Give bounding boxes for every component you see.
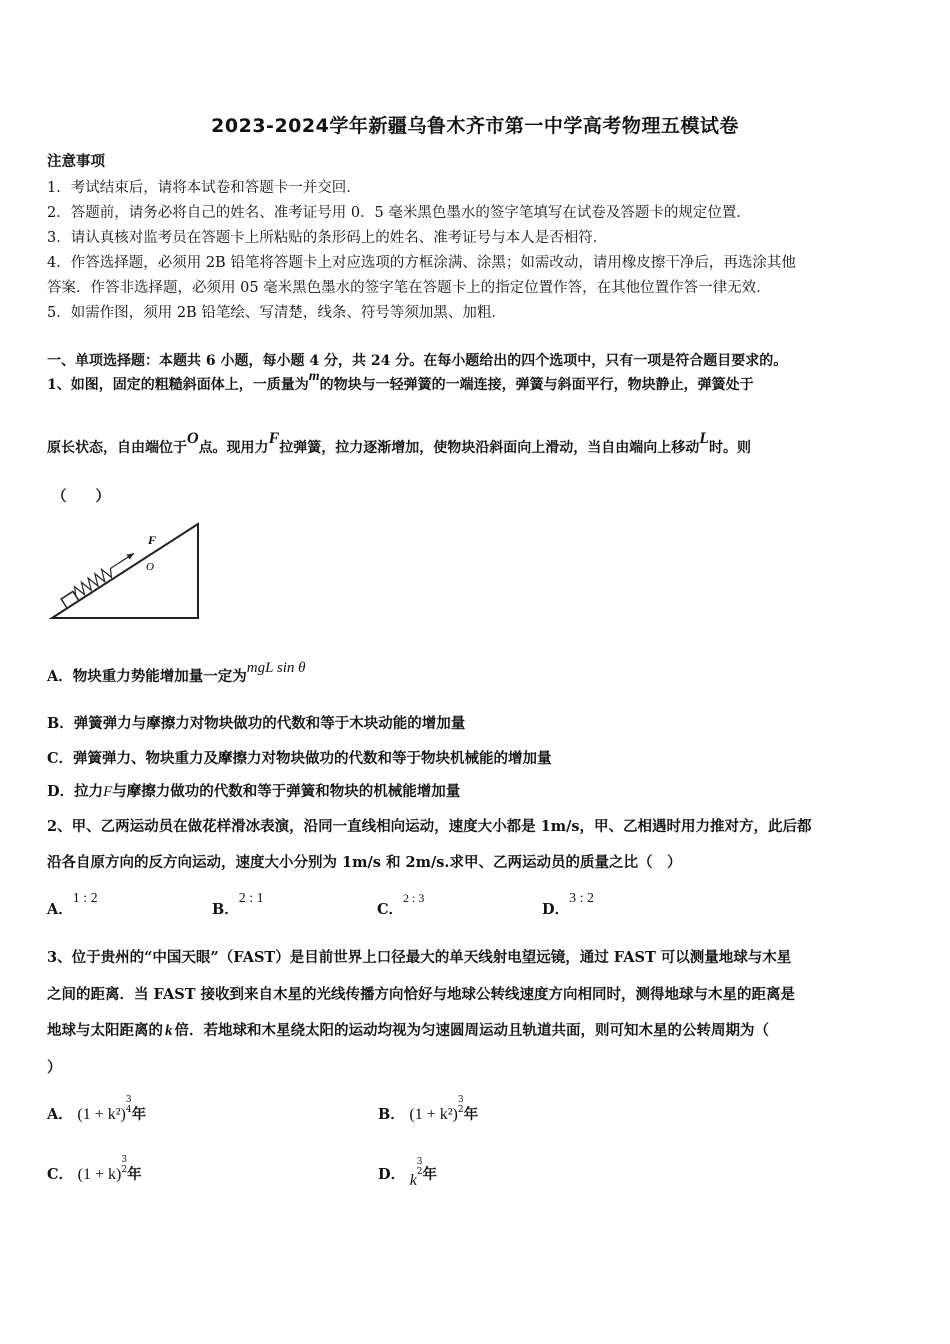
- notice-heading: 注意事项: [47, 153, 105, 170]
- q1-text: 时。则: [709, 440, 752, 456]
- q3-text: 地球与太阳距离的: [47, 1022, 163, 1039]
- option-text: 物块重力势能增加量一定为: [72, 668, 247, 685]
- q1-text: 的物块与一轻弹簧的一端连接，弹簧与斜面平行，物块静止，弹簧处于: [319, 377, 754, 393]
- block-and-spring: [60, 550, 140, 608]
- q1-text: 1、如图，固定的粗糙斜面体上，一质量为: [47, 377, 309, 393]
- option-unit: 年: [131, 1106, 147, 1123]
- option-unit: 年: [422, 1166, 438, 1183]
- option-label: B．: [378, 1106, 405, 1123]
- option-base: (1 + k): [77, 1166, 122, 1183]
- q1-text: 点。现用力: [198, 440, 269, 456]
- q3-line-1: 3、位于贵州的“中国天眼”（FAST）是目前世界上口径最大的单天线射电望远镜，通过 FAST 可以测量地球与木星: [47, 949, 792, 966]
- option-unit: 年: [463, 1106, 479, 1123]
- q2-option-d: [542, 891, 594, 921]
- option-base: k: [409, 1172, 417, 1189]
- notice-item: 1．考试结束后，请将本试卷和答题卡一并交回．: [47, 180, 361, 196]
- option-label: C．: [47, 1166, 74, 1183]
- section-heading: 一、单项选择题：本题共 6 小题，每小题 4 分，共 24 分。在每小题给出的四个选项中，只有一项是符合题目要求的。: [47, 353, 788, 369]
- option-ratio: 2 : 1: [238, 891, 264, 906]
- option-label: A．: [47, 1106, 73, 1123]
- option-math: mgL sin θ: [246, 660, 306, 676]
- q3-option-a: [47, 1095, 147, 1125]
- q3-option-c: [47, 1155, 142, 1185]
- incline-figure: [48, 518, 208, 624]
- page-title: 2023-2024学年新疆乌鲁木齐市第一中学高考物理五模试卷: [211, 115, 739, 137]
- q3-line-3: [47, 1021, 769, 1041]
- option-label: A．: [47, 901, 73, 918]
- notice-item: 3．请认真核对监考员在答题卡上所粘贴的条形码上的姓名、准考证号与本人是否相符．: [47, 230, 608, 246]
- option-ratio: 2 : 3: [403, 891, 425, 905]
- option-exponent: 3 2: [121, 1155, 128, 1175]
- force-arrow-head: [126, 551, 135, 560]
- q3-line-2: 之间的距离．当 FAST 接收到来自木星的光线传播方向恰好与地球公转线速度方向相同时，测得地球与木星的距离是: [47, 986, 796, 1003]
- option-exponent: 3 2: [457, 1095, 464, 1115]
- option-label: A．: [47, 668, 73, 685]
- option-label: C．: [377, 901, 404, 918]
- notice-item: 5．如需作图，须用 2B 铅笔绘、写清楚，线条、符号等须加黑、加粗．: [47, 305, 506, 321]
- q2-line-2: 沿各自原方向的反方向运动，速度大小分别为 1m/s 和 2m/s.求甲、乙两运动员的质量之比（ ）: [47, 854, 682, 871]
- block: [61, 591, 79, 608]
- q3-k-symbol: k: [165, 1023, 173, 1039]
- q1-force-symbol: F: [268, 430, 280, 447]
- option-unit: 年: [127, 1166, 142, 1183]
- q2-option-c: [377, 891, 425, 920]
- option-text: D．拉力: [47, 783, 104, 800]
- notice-item: 4．作答选择题，必须用 2B 铅笔将答题卡上对应选项的方框涂满、涂黑；如需改动，请用橡皮擦干净后，再选涂其他: [47, 255, 796, 271]
- q2-option-a: [47, 891, 98, 921]
- figure-label-O: O: [146, 561, 154, 573]
- option-exponent: 3 4: [125, 1095, 132, 1115]
- figure-label-F: F: [148, 533, 157, 547]
- q3-option-b: [378, 1095, 479, 1125]
- option-label: D．: [542, 901, 570, 918]
- q1-answer-paren: （ ）: [52, 488, 110, 505]
- notice-item: 答案．作答非选择题，必须用 05 毫米黑色墨水的签字笔在答题卡上的指定位置作答，在其他位置作答一律无效．: [47, 280, 771, 296]
- q1-point-symbol: O: [187, 430, 199, 447]
- q1-line-1: [47, 369, 754, 396]
- q1-line-2: [47, 430, 752, 458]
- spring: [71, 561, 121, 599]
- q1-text: 拉弹簧，拉力逐渐增加，使物块沿斜面向上滑动，当自由端向上移动: [279, 440, 700, 456]
- option-base: (1 + k²): [409, 1106, 458, 1123]
- q1-option-d: [47, 782, 460, 802]
- option-force-symbol: F: [103, 784, 113, 800]
- option-ratio: 3 : 2: [569, 891, 594, 906]
- q2-option-b: [212, 891, 264, 921]
- q1-mass-symbol: m: [308, 369, 320, 384]
- q1-text: 原长状态，自由端位于: [47, 440, 187, 456]
- q3-text: 倍．若地球和木星绕太阳的运动均视为匀速圆周运动且轨道共面，则可知木星的公转周期为（: [174, 1022, 769, 1039]
- q1-option-c: C．弹簧弹力、物块重力及摩擦力对物块做功的代数和等于物块机械能的增加量: [47, 750, 552, 767]
- option-ratio: 1 : 2: [72, 891, 98, 906]
- option-text: 与摩擦力做功的代数和等于弹簧和物块的机械能增加量: [112, 783, 461, 800]
- option-label: B．: [212, 901, 239, 918]
- q1-length-symbol: L: [699, 430, 710, 447]
- option-base: (1 + k²): [77, 1106, 126, 1123]
- q1-option-b: B．弹簧弹力与摩擦力对物块做功的代数和等于木块动能的增加量: [47, 715, 466, 732]
- option-exponent: 3 2: [416, 1157, 423, 1177]
- q3-option-d: [378, 1157, 438, 1189]
- q1-option-a: [47, 660, 306, 687]
- option-label: D．: [378, 1166, 406, 1183]
- notice-item: 2．答题前，请务必将自己的姓名、准考证号用 0．5 毫米黑色墨水的签字笔填写在试卷及答题卡的规定位置．: [47, 205, 751, 221]
- q3-line-4: ）: [47, 1059, 62, 1076]
- q2-line-1: 2、甲、乙两运动员在做花样滑冰表演，沿同一直线相向运动，速度大小都是 1m/s，甲、乙相遇时用力推对方，此后都: [47, 818, 812, 835]
